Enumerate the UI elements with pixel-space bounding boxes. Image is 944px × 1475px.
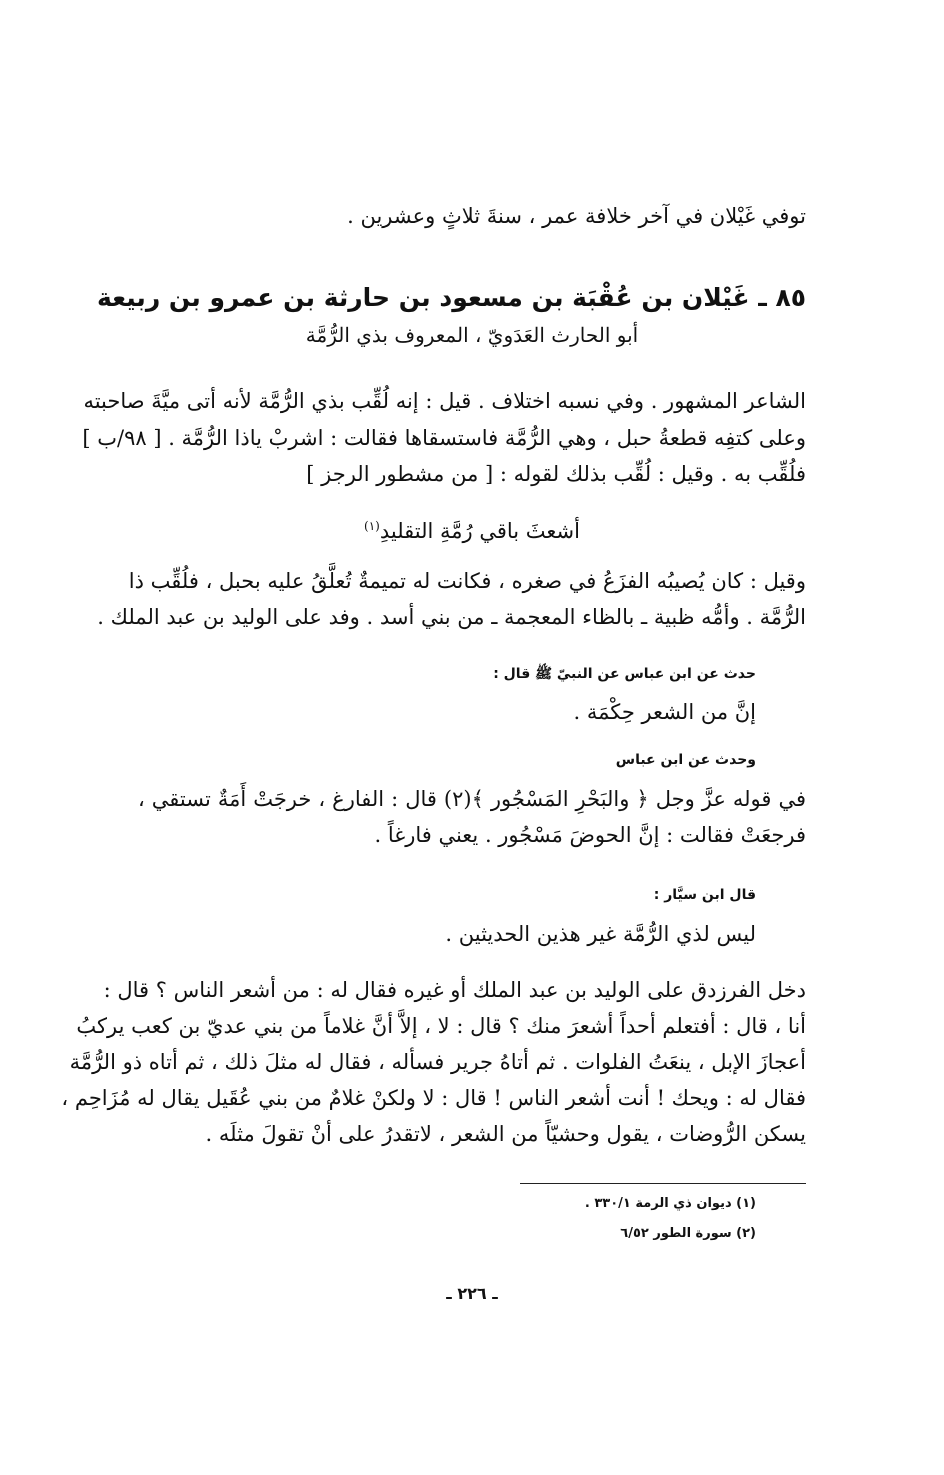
paragraph-line: فرجعَتْ فقالت : إنَّ الحوضَ مَسْجُور . يعني فارغاً . bbox=[374, 823, 806, 847]
verse-text: أشعثَ باقي رُمَّةِ التقليدِ bbox=[379, 519, 580, 543]
footnote-divider bbox=[520, 1183, 806, 1184]
footnote: (١) ديوان ذي الرمة ٣٣٠/١ . bbox=[584, 1196, 756, 1211]
paragraph-line: فلُقِّب به . وقيل : لُقِّب بذلك لقوله : [ من مشطور الرجز ] bbox=[306, 462, 806, 486]
hadith-text: إنَّ من الشعر حِكْمَة . bbox=[573, 700, 756, 724]
paragraph-line: وعلى كتفِه قطعةُ حبل ، وهي الرُّمَّة فاستسقاها فقالت : اشربْ ياذا الرُّمَّة . [ ٩٨/ب ] bbox=[82, 426, 806, 450]
paragraph-line: أنا ، قال : أفتعلم أحداً أشعرَ منك ؟ قال : لا ، إلاَّ أنَّ غلاماً من بني عديّ بن كعب يركبُ bbox=[76, 1014, 806, 1038]
paragraph-line: دخل الفرزدق على الوليد بن عبد الملك أو غيره فقال له : من أشعر الناس ؟ قال : bbox=[103, 978, 806, 1002]
hadith-narration-label: وحدث عن ابن عباس bbox=[615, 752, 756, 768]
hadith-text: ليس لذي الرُّمَّة غير هذين الحديثين . bbox=[445, 922, 756, 946]
paragraph-line: الرُّمَّة . وأمُّه ظبية ـ بالظاء المعجمة ـ من بني أسد . وفد على الوليد بن عبد الملك . bbox=[97, 605, 806, 629]
entry-subtitle: أبو الحارث العَدَويّ ، المعروف بذي الرُّمَّة bbox=[305, 323, 639, 347]
hadith-narration-label: حدث عن ابن عباس عن النبيّ ﷺ قال : bbox=[493, 666, 756, 682]
paragraph-line: وقيل : كان يُصيبُه الفزَعُ في صغره ، فكانت له تميمةٌ تُعلَّقُ عليه بحبل ، فلُقِّب ذا bbox=[128, 569, 806, 593]
paragraph-line: أعجازَ الإبل ، ينعَتُ الفلوات . ثم أتاهُ جرير فسأله ، فقال له مثلَ ذلك ، ثم أتاه ذو الرُّمَّة bbox=[69, 1050, 806, 1074]
verse bbox=[0, 508, 944, 549]
intro-line: توفي غَيْلان في آخر خلافة عمر ، سنةَ ثلاثٍ وعشرين . bbox=[347, 204, 806, 228]
hadith-narration-label: قال ابن سيَّار : bbox=[653, 887, 756, 903]
paragraph-line: يسكن الرُّوضات ، يقول وحشيّاً من الشعر ، لاتقدرُ على أنْ تقولَ مثلَه . bbox=[205, 1122, 806, 1146]
paragraph-line: فقال له : ويحك ! أنت أشعر الناس ! قال : لا ولكنْ غلامٌ من بني عُقَيل يقال له مُزَاحِم ، bbox=[61, 1086, 806, 1110]
paragraph-line: في قوله عزَّ وجل ﴿ والبَحْرِ المَسْجُور ﴾(٢) قال : الفارغ ، خرجَتْ أَمَةٌ تستقي ، bbox=[138, 787, 806, 811]
entry-title: ٨٥ ـ غَيْلان بن عُقْبَة بن مسعود بن حارثة بن عمرو بن ربيعة bbox=[96, 283, 806, 312]
paragraph-line: الشاعر المشهور . وفي نسبه اختلاف . قيل : إنه لُقِّب بذي الرُّمَّة لأنه أتى ميَّةَ صاحبته bbox=[83, 389, 806, 413]
footnote-ref: (١) bbox=[364, 519, 380, 533]
footnote: (٢) سورة الطور ٦/٥٢ bbox=[620, 1226, 756, 1241]
page-number: ـ ٢٢٦ ـ bbox=[446, 1284, 498, 1303]
